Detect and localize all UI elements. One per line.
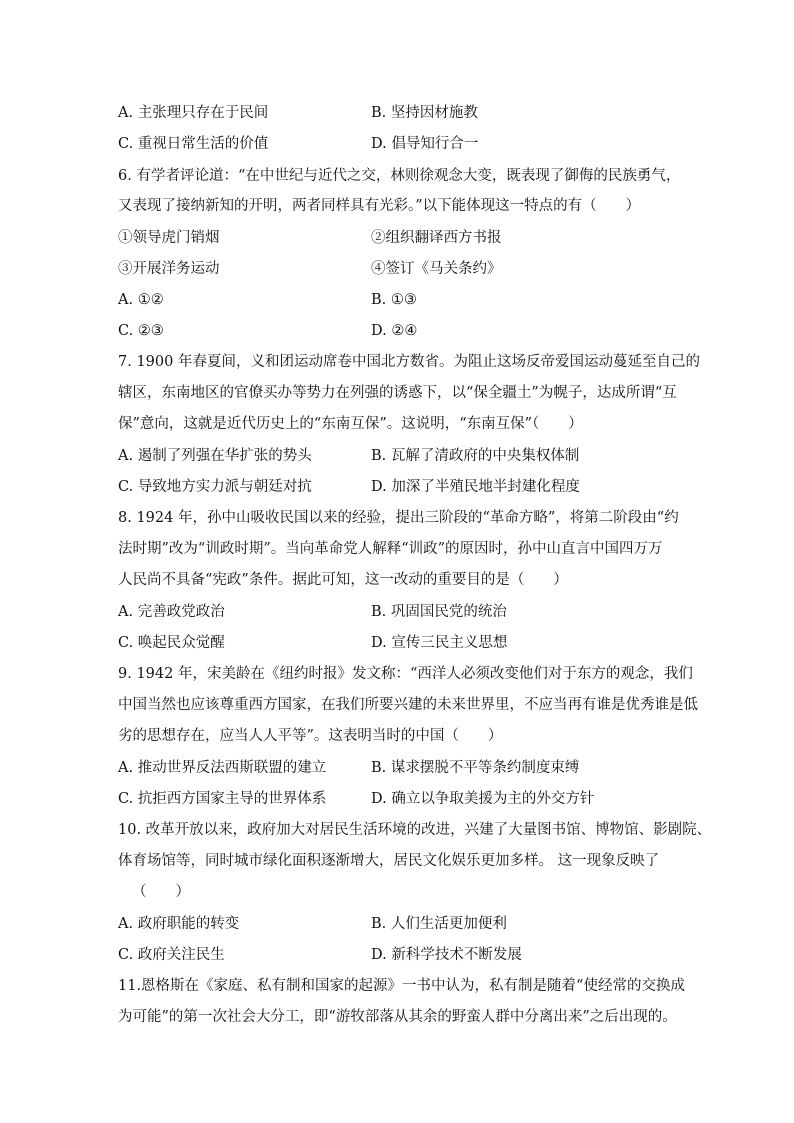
q6-stem-line-2: 又表现了接纳新知的开明，两者同样具有光彩。”以下能体现这一特点的有（ ） [118,198,641,214]
q9-option-a[interactable]: A. 推动世界反法西斯联盟的建立 [118,760,327,776]
q10-stem-line-3: （ ） [132,884,190,900]
q6-option-a[interactable]: A. ①② [118,292,164,308]
q7-option-c[interactable]: C. 导致地方实力派与朝廷对抗 [118,479,312,495]
q7-option-b[interactable]: B. 瓦解了清政府的中央集权体制 [371,448,580,464]
q7-option-a[interactable]: A. 遏制了列强在华扩张的势头 [118,448,312,464]
q6-option-c[interactable]: C. ②③ [118,323,164,339]
q6-option-b[interactable]: B. ①③ [371,292,417,308]
q5-option-d[interactable]: D. 倡导知行合一 [371,136,479,152]
q10-stem-line-1: 10. 改革开放以来，政府加大对居民生活环境的改进，兴建了大量图书馆、博物馆、影剧院、 [118,822,712,838]
q6-option-d[interactable]: D. ②④ [371,323,418,339]
q11-stem-line-2: 为可能”的第一次社会大分工，即“游牧部落从其余的野蛮人群中分离出来”之后出现的。 [118,1009,677,1025]
q5-option-b[interactable]: B. 坚持因材施教 [371,105,478,121]
q5-option-c[interactable]: C. 重视日常生活的价值 [118,136,269,152]
q8-stem-line-2: 法时期”改为“训政时期”。当向革命党人解释“训政”的原因时，孙中山直言中国四万万 [118,541,663,557]
q9-option-c[interactable]: C. 抗拒西方国家主导的世界体系 [118,791,327,807]
q9-stem-line-2: 中国当然也应该尊重西方国家，在我们所要兴建的未来世界里，不应当再有谁是优秀谁是低 [118,697,698,713]
q6-stem-line-1: 6. 有学者评论道：“在中世纪与近代之交，林则徐观念大变，既表现了御侮的民族勇气， [118,168,681,184]
q9-option-b[interactable]: B. 谋求摆脱不平等条约制度束缚 [371,760,580,776]
q5-option-a[interactable]: A. 主张理只存在于民间 [118,105,269,121]
q8-stem-line-1: 8. 1924 年，孙中山吸收民国以来的经验，提出三阶段的“革命方略”，将第二阶段由“约 [118,510,679,526]
q9-option-d[interactable]: D. 确立以争取美援为主的外交方针 [371,791,595,807]
q7-stem-line-3: 保”意向，这就是近代历史上的“东南互保”。这说明，“东南互保”（ ） [118,416,583,432]
q7-stem-line-1: 7. 1900 年春夏间，义和团运动席卷中国北方数省。为阻止这场反帝爱国运动蔓延至自己的 [118,354,700,370]
q10-stem-line-2: 体育场馆等，同时城市绿化面积逐渐增大，居民文化娱乐更加多样。 这一现象反映了 [118,853,660,869]
q8-option-a[interactable]: A. 完善政党政治 [118,604,225,620]
q8-option-c[interactable]: C. 唤起民众觉醒 [118,635,225,651]
q10-option-d[interactable]: D. 新科学技术不断发展 [371,947,522,963]
q10-option-a[interactable]: A. 政府职能的转变 [118,916,240,932]
q10-option-b[interactable]: B. 人们生活更加便利 [371,916,507,932]
q6-item-1: ①领导虎门销烟 [118,230,220,246]
q10-option-c[interactable]: C. 政府关注民生 [118,947,225,963]
q8-stem-line-3: 人民尚不具备“宪政”条件。据此可知，这一改动的重要目的是（ ） [118,572,568,588]
q9-stem-line-3: 劣的思想存在，应当人人平等”。这表明当时的中国（ ） [118,728,503,744]
q6-item-3: ③开展洋务运动 [118,261,220,277]
q7-stem-line-2: 辖区，东南地区的官僚买办等势力在列强的诱惑下，以“保全疆土”为幌子，达成所谓“互 [118,385,677,401]
q8-option-b[interactable]: B. 巩固国民党的统治 [371,604,507,620]
q11-stem-line-1: 11.恩格斯在《家庭、私有制和国家的起源》一书中认为，私有制是随着“使经常的交换成 [118,978,685,994]
q7-option-d[interactable]: D. 加深了半殖民地半封建化程度 [371,479,580,495]
q6-item-2: ②组织翻译西方书报 [371,230,502,246]
q6-item-4: ④签订《马关条约》 [371,261,502,277]
q9-stem-line-1: 9. 1942 年，宋美龄在《纽约时报》发文称：“西洋人必须改变他们对于东方的观念，我们 [118,666,693,682]
q8-option-d[interactable]: D. 宣传三民主义思想 [371,635,508,651]
